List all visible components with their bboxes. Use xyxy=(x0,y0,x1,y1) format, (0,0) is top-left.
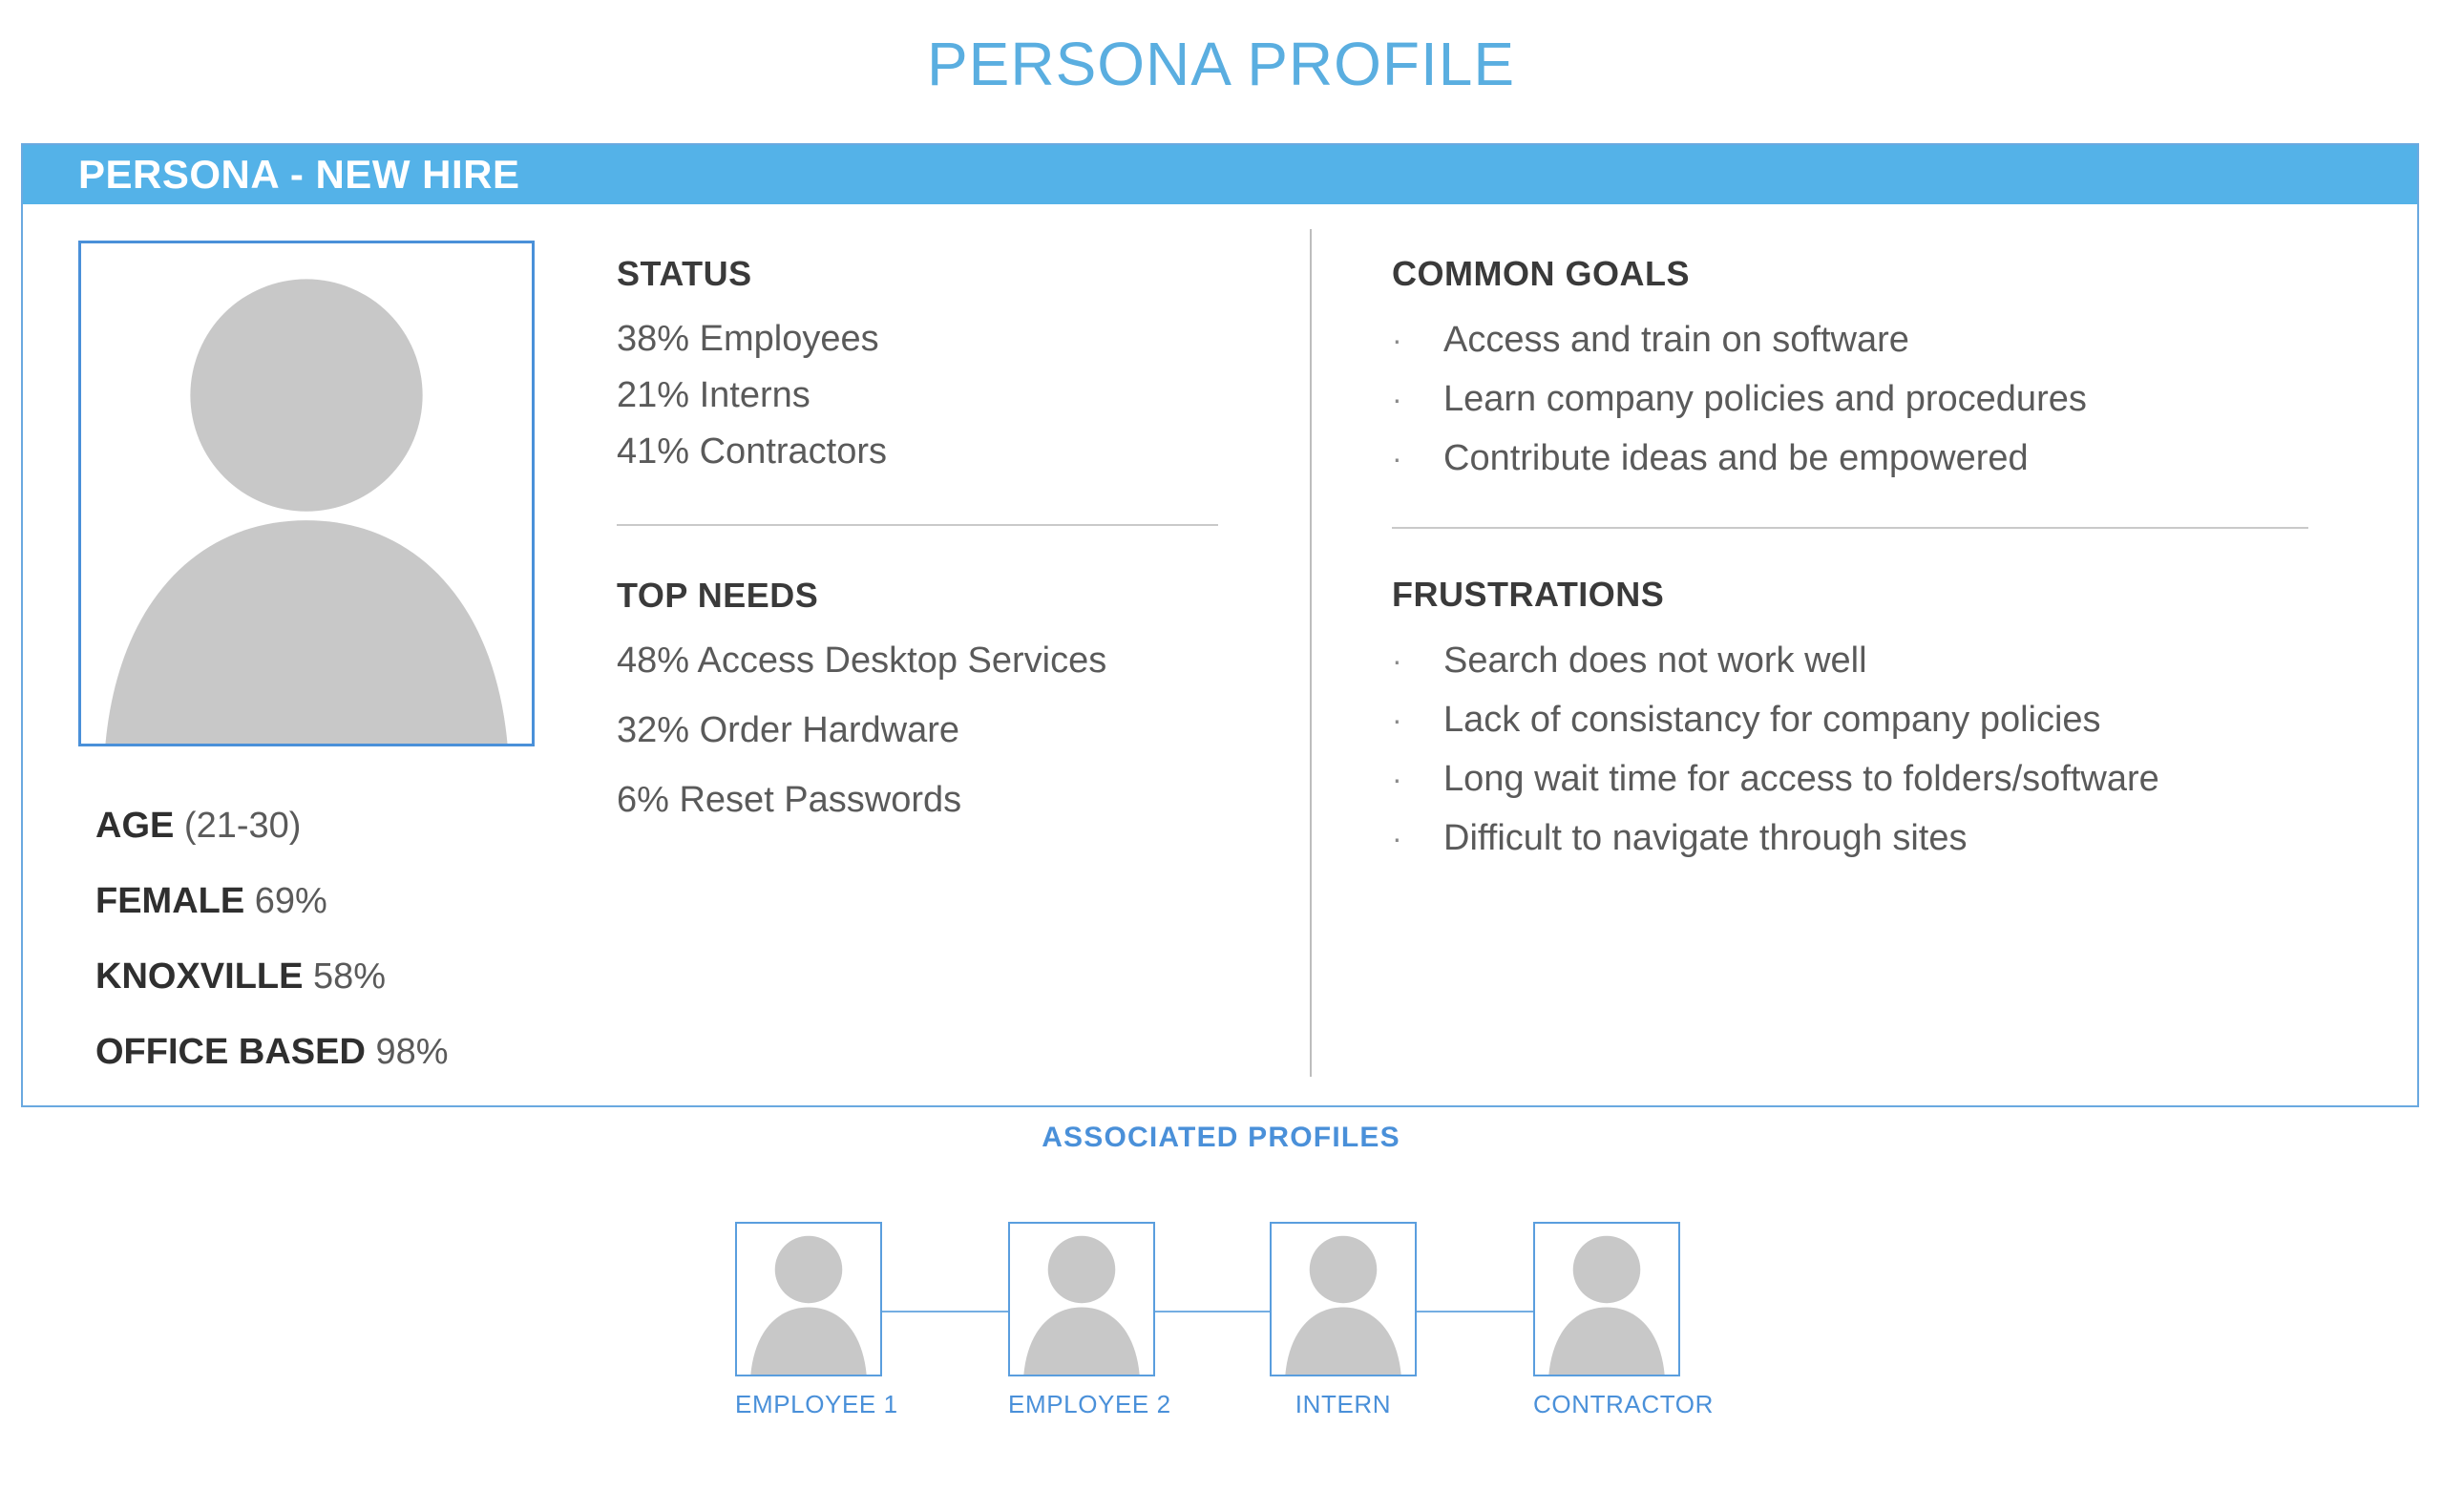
list-item-label: Lack of consistancy for company policies xyxy=(1443,700,2101,740)
associated-profile-employee-2[interactable] xyxy=(1008,1222,1171,1419)
list-item-label: Search does not work well xyxy=(1443,640,1867,681)
demographic-value-age: (21-30) xyxy=(183,806,302,846)
avatar xyxy=(78,241,535,746)
bullet-icon: · xyxy=(1392,382,1402,416)
status-line: 21% Interns xyxy=(617,375,810,415)
associated-profile-label: EMPLOYEE 2 xyxy=(1008,1390,1171,1418)
list-item-label: Difficult to navigate through sites xyxy=(1443,818,1968,858)
associated-profile-label: EMPLOYEE 1 xyxy=(735,1390,898,1418)
demographic-row-age xyxy=(95,806,558,847)
demographic-label-age: AGE xyxy=(95,806,175,846)
status-line: 38% Employees xyxy=(617,319,879,359)
list-item xyxy=(1392,699,2417,741)
demographic-label-female: FEMALE xyxy=(95,881,245,921)
demographic-value-female: 69% xyxy=(254,881,327,921)
top-needs-line: 32% Order Hardware xyxy=(617,710,960,750)
section-divider xyxy=(617,524,1218,526)
frustrations-title: FRUSTRATIONS xyxy=(1392,575,1665,614)
top-needs-line: 48% Access Desktop Services xyxy=(617,640,1107,681)
associated-profiles-title: ASSOCIATED PROFILES xyxy=(1042,1122,1400,1153)
list-item xyxy=(1392,758,2417,800)
common-goals-list xyxy=(1392,319,2417,479)
top-needs-line: 6% Reset Passwords xyxy=(617,780,962,820)
bullet-icon: · xyxy=(1392,703,1402,737)
associated-profile-employee-1[interactable] xyxy=(735,1222,898,1419)
associated-profile-contractor[interactable] xyxy=(1533,1222,1714,1419)
list-item xyxy=(1392,817,2417,859)
bullet-icon: · xyxy=(1392,441,1402,475)
right-column xyxy=(1310,204,2417,1107)
list-item xyxy=(1392,319,2417,361)
section-divider xyxy=(1392,527,2308,529)
status-line: 41% Contractors xyxy=(617,431,888,472)
bullet-icon: · xyxy=(1392,323,1402,357)
persona-card-header-label: PERSONA - NEW HIRE xyxy=(78,152,520,197)
bullet-icon: · xyxy=(1392,821,1402,855)
avatar xyxy=(735,1222,882,1376)
list-item xyxy=(1392,378,2417,420)
status-needs-column xyxy=(558,204,1226,1107)
list-item-label: Learn company policies and procedures xyxy=(1443,379,2087,419)
top-needs-title: TOP NEEDS xyxy=(617,576,819,615)
list-item-label: Long wait time for access to folders/software xyxy=(1443,759,2159,799)
demographics-list xyxy=(78,806,558,1073)
associated-profile-intern[interactable] xyxy=(1270,1222,1417,1419)
associated-profile-label: INTERN xyxy=(1295,1390,1392,1418)
status-title: STATUS xyxy=(617,254,752,293)
person-silhouette-icon xyxy=(1535,1224,1678,1375)
person-silhouette-icon xyxy=(1010,1224,1153,1375)
avatar xyxy=(1270,1222,1417,1376)
list-item xyxy=(1392,437,2417,479)
person-silhouette-icon xyxy=(737,1224,880,1375)
list-item-label: Contribute ideas and be empowered xyxy=(1443,438,2029,478)
associated-profiles-row xyxy=(735,1222,1714,1441)
demographic-value-office-based: 98% xyxy=(375,1032,449,1072)
associated-profiles-connector xyxy=(831,1311,1594,1312)
demographic-row-knoxville xyxy=(95,956,558,998)
page-title: PERSONA PROFILE xyxy=(926,30,1516,98)
person-silhouette-icon xyxy=(1272,1224,1415,1375)
list-item xyxy=(1392,640,2417,682)
bullet-icon: · xyxy=(1392,643,1402,678)
persona-card xyxy=(21,143,2419,1107)
common-goals-title: COMMON GOALS xyxy=(1392,254,1690,293)
person-silhouette-icon xyxy=(81,243,532,744)
persona-card-header xyxy=(23,145,2417,204)
associated-profile-label: CONTRACTOR xyxy=(1533,1390,1714,1418)
avatar-block xyxy=(23,204,558,1107)
demographic-row-office-based xyxy=(95,1032,558,1073)
avatar xyxy=(1008,1222,1155,1376)
persona-card-body xyxy=(23,204,2417,1107)
left-column xyxy=(23,204,1310,1107)
demographic-row-female xyxy=(95,881,558,922)
bullet-icon: · xyxy=(1392,762,1402,796)
frustrations-list xyxy=(1392,640,2417,859)
demographic-label-knoxville: KNOXVILLE xyxy=(95,956,304,997)
list-item-label: Access and train on software xyxy=(1443,320,1909,360)
demographic-value-knoxville: 58% xyxy=(313,956,387,997)
demographic-label-office-based: OFFICE BASED xyxy=(95,1032,366,1072)
avatar xyxy=(1533,1222,1680,1376)
